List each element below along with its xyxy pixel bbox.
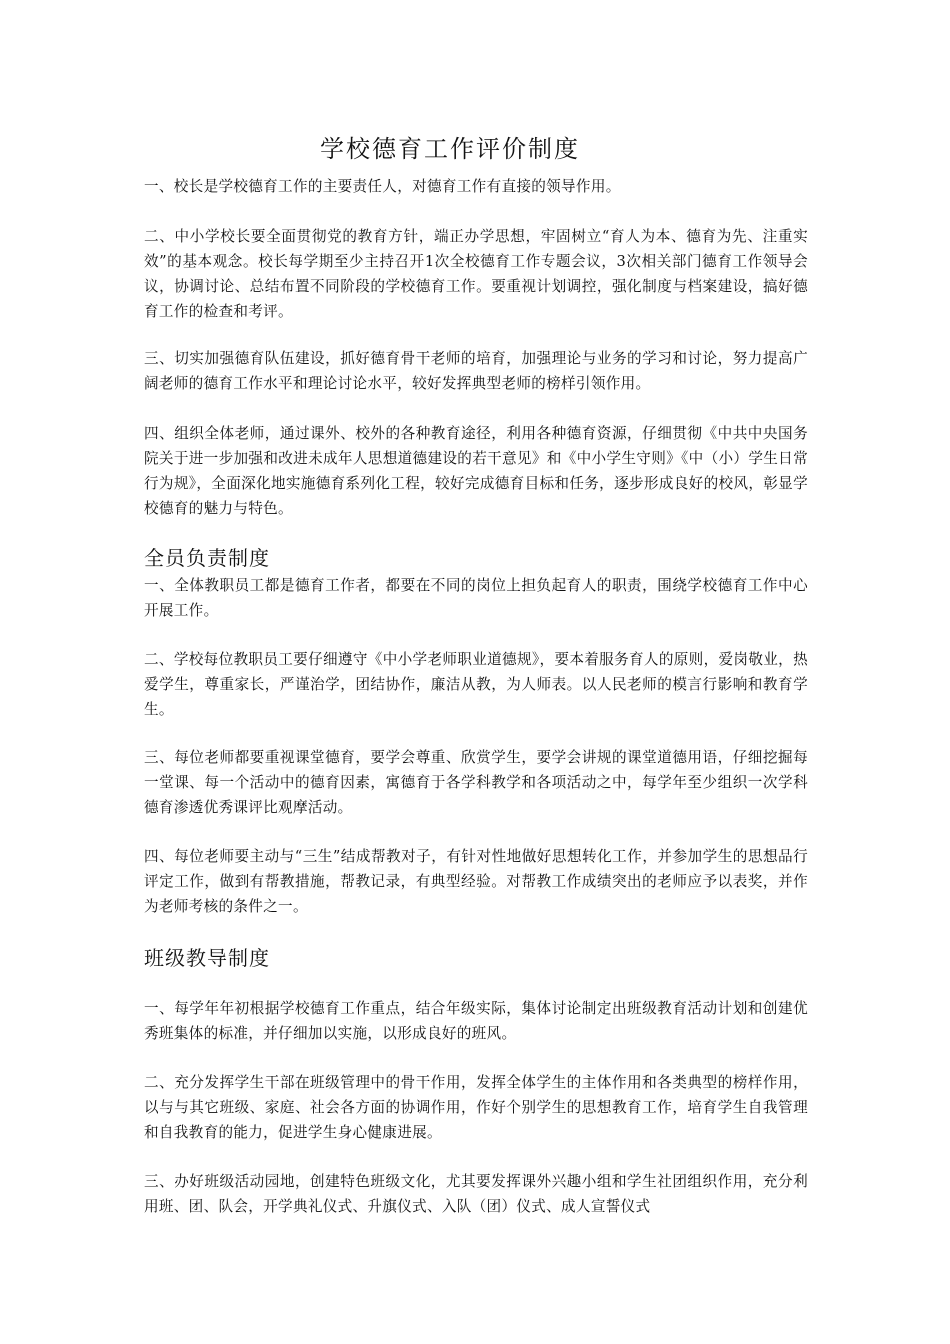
responsibility-paragraph-1: 一、全体教职员工都是德育工作者，都要在不同的岗位上担负起育人的职责，围绕学校德育工作中心开展工作。 — [144, 577, 808, 619]
responsibility-paragraph-3: 三、每位老师都要重视课堂德育，要学会尊重、欣赏学生，要学会讲规的课堂道德用语，仔细挖掘每一堂课、每一个活动中的德育因素，寓德育于各学科教学和各项活动之中，每学年至少组织一次学科德育渗透优秀课评比观摩活动。 — [144, 749, 808, 816]
class-guidance-paragraph-1: 一、每学年年初根据学校德育工作重点，结合年级实际，集体讨论制定出班级教育活动计划和创建优秀班集体的标准，并仔细加以实施，以形成良好的班风。 — [144, 1000, 808, 1042]
responsibility-paragraph-2: 二、学校每位教职员工要仔细遵守《中小学老师职业道德规》，要本着服务育人的原则，爱岗敬业，热爱学生，尊重家长，严谨治学，团结协作，廉洁从教，为人师表。以人民老师的模言行影响和教育学生。 — [144, 651, 808, 718]
document-title: 学校德育工作评价制度 — [320, 135, 580, 163]
intro-paragraph-1: 一、校长是学校德育工作的主要责任人，对德育工作有直接的领导作用。 — [144, 178, 621, 195]
section-heading-class-guidance: 班级教导制度 — [144, 946, 270, 970]
intro-paragraph-4: 四、组织全体老师，通过课外、校外的各种教育途径，利用各种德育资源，仔细贯彻《中共中央国务院关于进一步加强和改进未成年人思想道德建设的若干意见》和《中小学生守则》《中（小）学生日常行为规》，全面深化地实施德育系列化工程，较好完成德育目标和任务，逐步形成良好的校风，彰显学校德育的魅力与特色。 — [144, 425, 808, 517]
class-guidance-paragraph-3: 三、办好班级活动园地，创建特色班级文化，尤其要发挥课外兴趣小组和学生社团组织作用，充分利用班、团、队会，开学典礼仪式、升旗仪式、入队（团）仪式、成人宣誓仪式 — [144, 1173, 808, 1215]
intro-paragraph-3: 三、切实加强德育队伍建设，抓好德育骨干老师的培育，加强理论与业务的学习和讨论，努力提高广阔老师的德育工作水平和理论讨论水平，较好发挥典型老师的榜样引领作用。 — [144, 350, 808, 392]
section-heading-responsibility: 全员负责制度 — [144, 546, 270, 570]
intro-paragraph-2: 二、中小学校长要全面贯彻党的教育方针，端正办学思想，牢固树立“育人为本、德育为先、注重实效”的基本观念。校长每学期至少主持召开1次全校德育工作专题会议，3次相关部门德育工作领导会议，协调讨论、总结布置不同阶段的学校德育工作。要重视计划调控，强化制度与档案建设，搞好德育工作的检查和考评。 — [144, 228, 808, 320]
class-guidance-paragraph-2: 二、充分发挥学生干部在班级管理中的骨干作用，发挥全体学生的主体作用和各类典型的榜样作用，以与与其它班级、家庭、社会各方面的协调作用，作好个别学生的思想教育工作，培育学生自我管理和自我教育的能力，促进学生身心健康进展。 — [144, 1074, 808, 1141]
responsibility-paragraph-4: 四、每位老师要主动与“三生”结成帮教对子，有针对性地做好思想转化工作，并参加学生的思想品行评定工作，做到有帮教措施，帮教记录，有典型经验。对帮教工作成绩突出的老师应予以表奖，并作为老师考核的条件之一。 — [144, 848, 808, 915]
